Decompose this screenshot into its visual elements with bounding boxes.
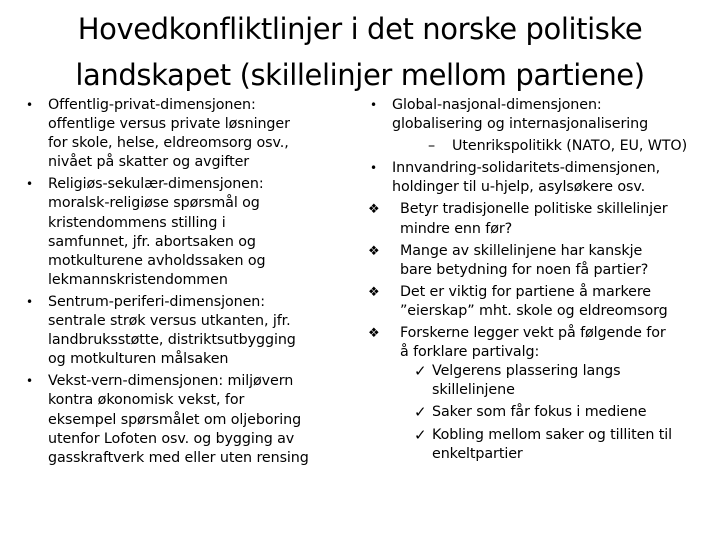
text-line: enkeltpartier	[432, 445, 523, 462]
text-line: Sentrum-periferi-dimensjonen:	[48, 293, 265, 310]
bullet-icon: •	[26, 177, 33, 192]
text-line: samfunnet, jfr. abortsaken og	[48, 233, 256, 250]
text-line: Det er viktig for partiene å markere	[400, 283, 651, 300]
text-line: globalisering og internasjonalisering	[392, 116, 649, 133]
text-line: holdinger til u-hjelp, asylsøkere osv.	[392, 179, 646, 196]
bullet-item-religious-secular	[22, 175, 350, 290]
diamond-bullet-icon: ❖	[368, 202, 380, 218]
bullet-item-immigration	[366, 159, 718, 197]
text-line: motkulturene avholdssaken og	[48, 252, 266, 269]
text-line: utenfor Lofoten osv. og bygging av	[48, 430, 295, 447]
bullet-icon: •	[370, 161, 377, 176]
text-line: Saker som får fokus i mediene	[432, 404, 647, 421]
diamond-item-researchers	[366, 324, 718, 362]
left-column	[22, 96, 350, 471]
text-line: Global-nasjonal-dimensjonen:	[392, 97, 602, 113]
text-line: Innvandring-solidaritets-dimensjonen,	[392, 160, 661, 177]
diamond-item-ownership	[366, 283, 718, 321]
slide-title-line-1: Hovedkonfliktlinjer i det norske politiske	[77, 12, 643, 46]
bullet-item-growth-conservation	[22, 372, 350, 467]
bullet-icon: •	[370, 98, 377, 112]
bullet-item-public-private	[22, 96, 350, 172]
text-line: Vekst-vern-dimensjonen: miljøvern	[48, 373, 294, 390]
text-line: ”eierskap” mht. skole og eldreomsorg	[400, 302, 668, 319]
text-line: sentrale strøk versus utkanten, jfr.	[48, 313, 291, 330]
text-line: kontra økonomisk vekst, for	[48, 392, 245, 409]
slide-title-line-2: landskapet (skillelinjer mellom partiene)	[75, 58, 645, 92]
text-line: og motkulturen målsaken	[48, 351, 229, 368]
diamond-item-traditional-lines	[366, 200, 718, 238]
diamond-bullet-icon: ❖	[368, 326, 380, 342]
check-item-trust	[366, 426, 718, 464]
text-line: Offentlig-privat-dimensjonen:	[48, 97, 256, 113]
dash-icon: –	[428, 138, 436, 155]
sub-item-foreign-policy	[366, 137, 718, 156]
bullet-item-center-periphery	[22, 293, 350, 369]
text-line: offentlige versus private løsninger	[48, 116, 290, 133]
bullet-icon: •	[26, 98, 33, 112]
text-line: Religiøs-sekulær-dimensjonen:	[48, 176, 264, 193]
text-line: for skole, helse, eldreomsorg osv.,	[48, 135, 289, 152]
text-line: moralsk-religiøse spørsmål og	[48, 195, 260, 212]
checkmark-icon: ✓	[414, 403, 427, 422]
text-line: skillelinjene	[432, 382, 515, 399]
text-line: mindre enn før?	[400, 220, 513, 237]
text-line: Kobling mellom saker og tilliten til	[432, 426, 673, 443]
text-line: kristendommens stilling i	[48, 214, 226, 231]
checkmark-icon: ✓	[414, 362, 427, 381]
text-line: Utenrikspolitikk (NATO, EU, WTO)	[452, 138, 688, 155]
text-line: å forklare partivalg:	[400, 344, 540, 361]
text-line: eksempel spørsmålet om oljeboring	[48, 411, 302, 428]
checkmark-icon: ✓	[414, 425, 427, 444]
bullet-icon: •	[26, 294, 33, 309]
bullet-item-global-national	[366, 96, 718, 134]
text-line: Forskerne legger vekt på følgende for	[400, 325, 666, 342]
diamond-bullet-icon: ❖	[368, 284, 380, 300]
text-line: Velgerens plassering langs	[432, 363, 621, 380]
text-line: lekmannskristendommen	[48, 271, 228, 288]
text-line: landbruksstøtte, distriktsutbygging	[48, 332, 296, 349]
check-item-voter-position	[366, 362, 718, 400]
text-line: Betyr tradisjonelle politiske skillelinjer	[400, 201, 668, 218]
bullet-icon: •	[26, 374, 33, 389]
diamond-bullet-icon: ❖	[368, 243, 380, 259]
text-line: Mange av skillelinjene har kanskje	[400, 242, 643, 259]
check-item-media-focus	[366, 403, 718, 422]
right-column	[366, 96, 718, 464]
diamond-item-few-parties	[366, 242, 718, 280]
text-line: gasskraftverk med eller uten rensing	[48, 449, 309, 466]
text-line: nivået på skatter og avgifter	[48, 154, 250, 171]
text-line: bare betydning for noen få partier?	[400, 261, 649, 278]
slide-title	[0, 6, 720, 98]
